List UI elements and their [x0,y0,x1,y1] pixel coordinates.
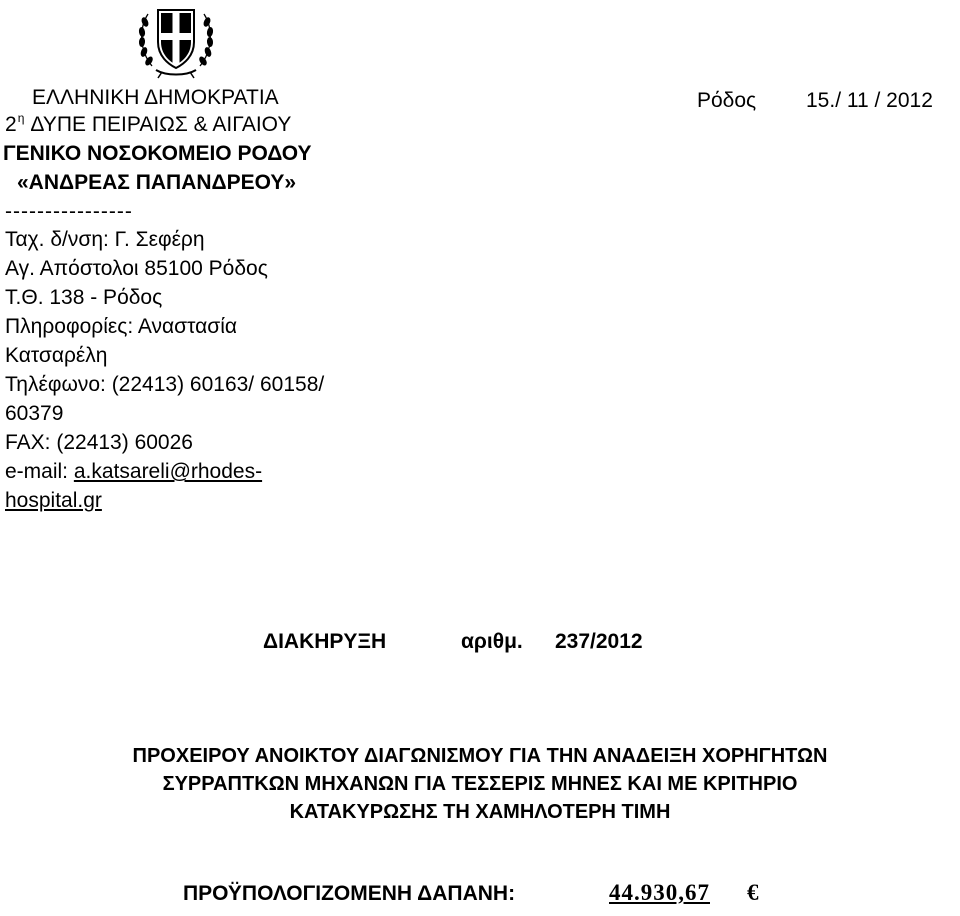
euro-sign: € [747,880,759,905]
declaration-number: 237/2012 [555,630,643,653]
declaration-title: ΔΙΑΚΗΡΥΞΗ [263,630,387,653]
subject-line-2: ΣΥΡΡΑΠΤΚΩΝ ΜΗΧΑΝΩΝ ΓΙΑ ΤΕΣΣΕΡΙΣ ΜΗΝΕΣ ΚΑΙ ΜΕ ΚΡΙΤΗΡΙΟ [162,773,798,795]
post-box: Τ.Θ. 138 - Ρόδος [5,286,163,309]
phone-extra: 60379 [5,402,64,425]
region-number: 2 [5,113,17,136]
state-name: ΕΛΛΗΝΙΚΗ ΔΗΜΟΚΡΑΤΙΑ [32,86,279,109]
email-line [5,457,262,486]
hospital-name: ΓΕΝΙΚΟ ΝΟΣΟΚΟΜΕΙΟ ΡΟΔΟΥ [3,142,312,165]
greek-coat-of-arms-icon [134,2,218,80]
email-link-continued[interactable]: hospital.gr [5,489,102,512]
hospital-full-name: «ΑΝΔΡΕΑΣ ΠΑΠΑΝΔΡΕΟΥ» [17,171,297,194]
email-label: e-mail: [5,460,74,483]
budget-label: ΠΡΟΫΠΟΛΟΓΙΖΟΜΕΝΗ ΔΑΠΑΝΗ: [183,882,516,905]
info-contact: Πληροφορίες: Αναστασία [5,315,238,338]
phone-line: Τηλέφωνο: (22413) 60163/ 60158/ [5,373,325,396]
subject-line-1: ΠΡΟΧΕΙΡΟΥ ΑΝΟΙΚΤΟΥ ΔΙΑΓΩΝΙΣΜΟΥ ΓΙΑ ΤΗΝ ΑΝΑΔΕΙΞΗ ΧΟΡΗΓΗΤΩΝ [132,745,828,767]
info-contact-surname: Κατσαρέλη [5,344,108,367]
address-line: Ταχ. δ/νση: Γ. Σεφέρη [5,228,205,251]
date-value: 15./ 11 / 2012 [806,89,933,112]
subject-line-3: ΚΑΤΑΚΥΡΩΣΗΣ ΤΗ ΧΑΜΗΛΟΤΕΡΗ ΤΙΜΗ [289,801,671,823]
date-place: Ρόδος [697,89,757,112]
region-name: ΔΥΠΕ ΠΕΙΡΑΙΩΣ & ΑΙΓΑΙΟΥ [30,113,292,136]
region-superscript: η [17,111,25,125]
budget-amount: 44.930,67 [609,880,710,905]
address-city: Αγ. Απόστολοι 85100 Ρόδος [5,257,268,280]
header-separator: ---------------- [5,200,133,223]
health-region [5,112,291,140]
fax-line: FAX: (22413) 60026 [5,431,193,454]
email-link[interactable]: a.katsareli@rhodes- [73,460,263,483]
tender-subject [0,742,960,826]
declaration-number-label: αριθμ. [461,630,523,653]
email-line-continued [5,486,102,515]
